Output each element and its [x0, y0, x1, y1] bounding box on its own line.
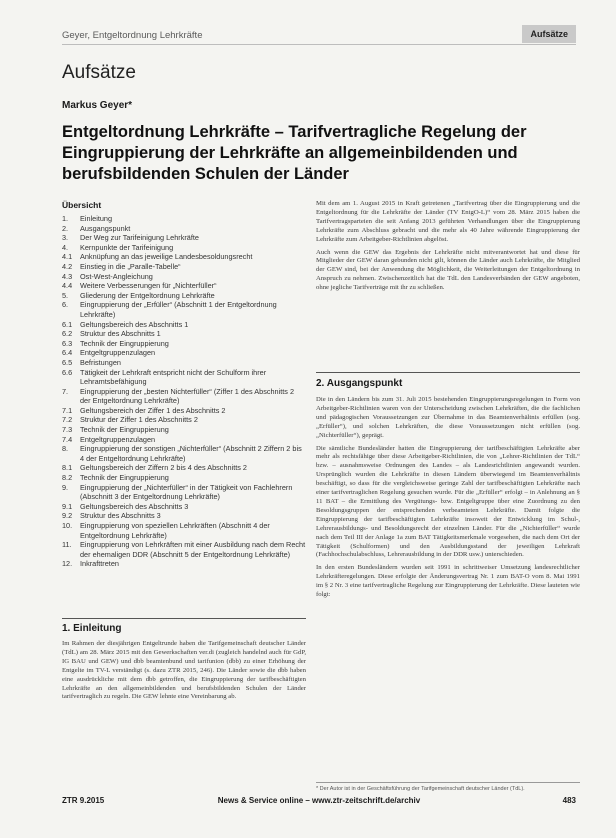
outline-item-text: Ausgangspunkt [80, 223, 131, 233]
outline-item [62, 329, 306, 339]
outline-item [62, 444, 306, 463]
journal-issue: ZTR 9.2015 [62, 796, 105, 805]
outline-item [62, 243, 306, 253]
outline-item-number: 2. [62, 223, 69, 233]
outline-item-number: 4.4 [62, 281, 73, 291]
outline-item-number: 3. [62, 233, 69, 243]
outline-item-text: Geltungsbereich der Ziffer 1 des Abschnitts 2 [80, 405, 226, 415]
outline-item-number: 7.1 [62, 405, 73, 415]
outline-item-text: Anknüpfung an das jeweilige Landesbesoldungsrecht [80, 252, 253, 262]
intro-right-text [316, 200, 580, 297]
outline-item-text: Struktur der Ziffer 1 des Abschnitts 2 [80, 415, 198, 425]
outline-item-number: 1. [62, 214, 69, 223]
outline-item [62, 233, 306, 243]
outline-item-number: 6.5 [62, 357, 73, 367]
outline-item-number: 4.3 [62, 271, 73, 281]
outline-item-text: Befristungen [80, 357, 121, 367]
outline-item-text: Geltungsbereich der Ziffern 2 bis 4 des Abschnitts 2 [80, 463, 247, 473]
outline-item [62, 435, 306, 445]
outline-item [62, 425, 306, 435]
footnote: * Der Autor ist in der Geschäftsführung der Tarifgemeinschaft deutscher Länder (TdL). [316, 782, 580, 793]
outline-item-number: 9.2 [62, 511, 73, 521]
running-header-title: Geyer, Entgeltordnung Lehrkräfte [62, 30, 203, 41]
outline-item-number: 8. [62, 444, 69, 454]
outline-item [62, 415, 306, 425]
outline-item-text: Einstieg in die „Paralle-Tabelle“ [80, 261, 181, 271]
outline-item-number: 6.4 [62, 348, 73, 358]
running-header [62, 28, 576, 45]
outline-item-text: Technik der Eingruppierung [80, 425, 169, 435]
outline-item [62, 502, 306, 512]
outline-item [62, 540, 306, 559]
outline-item-number: 7.4 [62, 434, 73, 444]
outline-item-number: 10. [62, 521, 73, 530]
outline-item-text: Tätigkeit der Lehrkraft entspricht nicht der Schulform ihrer Lehramtsbefähigung [80, 367, 267, 387]
outline-item-number: 6.1 [62, 319, 73, 329]
outline-item-text: Struktur des Abschnitts 1 [80, 329, 161, 339]
outline-item [62, 473, 306, 483]
outline-item-text: Gliederung der Entgeltordnung Lehrkräfte [80, 290, 215, 300]
outline-item-text: Eingruppierung von speziellen Lehrkräften (Abschnitt 4 der Entgeltordnung Lehrkräfte) [80, 521, 270, 540]
outline-item-number: 6.3 [62, 338, 73, 348]
outline-item-text: Ost-West-Angleichung [80, 271, 153, 281]
outline-item [62, 339, 306, 349]
outline-item-text: Struktur des Abschnitts 3 [80, 511, 161, 521]
outline-item-number: 6.6 [62, 367, 73, 377]
outline-item [62, 483, 306, 502]
ausgangspunkt-text [316, 396, 580, 604]
outline-item-text: Technik der Eingruppierung [80, 338, 169, 348]
section-tag: Aufsätze [522, 25, 576, 43]
footer-link-text: News & Service online – www.ztr-zeitschrift.de/archiv [217, 796, 421, 805]
outline-list [62, 214, 306, 569]
outline-item [62, 214, 306, 224]
paragraph: Die in den Ländern bis zum 31. Juli 2015 bestehenden Eingruppierungsregelungen in Form von Arbeitgeber-Richtlinien waren von der Unterscheidung zwischen Lehrkräften, die die fachlichen und pädagogischen Voraussetzungen zur Übernahme in das Beamtenverhältnis erfüllen (sog. „Erfüller“), und solchen Lehrkräften, die diese Voraussetzungen nicht erfüllen (sog. „Nichterfüller“), geprägt. [316, 396, 580, 439]
heading-einleitung: 1. Einleitung [62, 623, 122, 634]
outline-item-number: 11. [62, 540, 72, 550]
outline-item [62, 300, 306, 319]
outline-item-text: Eingruppierung der „Nichterfüller“ in der Tätigkeit von Fachlehrern (Abschnitt 3 der Entgeltordnung Lehrkräfte) [80, 482, 293, 502]
outline-item-text: Inkrafttreten [80, 559, 119, 569]
outline-item-text: Eingruppierung der sonstigen „Nichterfüller“ (Abschnitt 2 Ziffern 2 bis 4 der Entgeltordnung Lehrkräfte) [80, 444, 302, 463]
outline-item-text: Technik der Eingruppierung [80, 473, 169, 483]
outline-item [62, 320, 306, 330]
outline-item-number: 8.1 [62, 463, 73, 473]
page-number: 483 [562, 796, 576, 805]
outline-item-text: Geltungsbereich des Abschnitts 3 [80, 501, 189, 511]
outline-item-number: 9.1 [62, 501, 73, 511]
outline-item-number: 7.3 [62, 425, 73, 435]
outline-item-text: Entgeltgruppenzulagen [80, 348, 156, 358]
outline-item-number: 4.2 [62, 261, 73, 271]
outline-item-number: 5. [62, 290, 69, 300]
outline-item-number: 6.2 [62, 329, 73, 339]
outline-heading: Übersicht [62, 200, 102, 210]
outline-item-text: Einleitung [80, 214, 113, 223]
paragraph: Auch wenn die GEW das Ergebnis der Lehrkräfte nicht mitverantwortet hat und diese für Mitglieder der GEW daran gebunden nicht gilt, können die Länder auch Lehrkräfte, die Mitglied der GEW sind, bei der Anwendung die Möglichkeit, die Weiterleitungen der Entgeltordnung in Anspruch zu nehmen. Zwischenzeitlich hat die TdL den Landesverbänden der GEW angeboten, ohne jegliche Tarifverträge mit ihr zu schließen. [316, 248, 580, 292]
author: Markus Geyer* [62, 100, 133, 111]
outline-item-text: Geltungsbereich des Abschnitts 1 [80, 319, 189, 329]
paragraph: Die sämtliche Bundesländer hatten die Eingruppierung der tarifbeschäftigten Lehrkräfte aber mehr als rechtsfähige über diese Arbeitgeber-Richtlinien, die von „Lehrer-Richtlinien der TdL“ bzw. – ausnahmsweise Ordnungen des Landes – als Landesrichtlinien angewandt wurden. Ursprünglich wurden die Lehrkräfte in diesen Ländern überwiegend im Beamtenverhältnis beschäftigt, so dass für die vergleichsweise geringe Zahl der tarifbeschäftigten Lehrkräfte nach einer tarifvertraglichen Regelung gesuchen wurde. Für die „Erfüller“ erfolgt – in Anlehnung an § 11 BAT – die Ermittlung des Vergütungs- bzw. Entgeltgruppe über eine Zuordnung zu den Besoldungsgruppen der entsprechenden verbeamteten Lehrkräfte. Damit folgte die Eingruppierung der tarifbeschäftigten Lehrkräfte insoweit der Entwicklung im Schul-, Lehrerausbildungs- und Besoldungsrecht der einzelnen Länder. Für die „Nichterfüller“ wurde nach dem Teil III der Anlage 1a zum BAT Tätigkeitsmerkmale vorgesehen, die nach dem Ort der Tätigkeit (Schulformen) und den Ausbildungsstand der jeweiligen Lehrkraft (Fachhochschulabschluss, Lehrerausbildung in der DDR usw.) unterschieden. [316, 444, 580, 559]
outline-item-text: Eingruppierung der „Erfüller“ (Abschnitt 1 der Entgeltordnung Lehrkräfte) [80, 300, 277, 319]
outline-item [62, 406, 306, 416]
outline-item-text: Entgeltgruppenzulagen [80, 434, 156, 444]
outline-item-text: Kernpunkte der Tarifeinigung [80, 242, 174, 252]
paragraph: Mit dem am 1. August 2015 in Kraft getretenen „Tarifvertrag über die Eingruppierung und die Entgeltordnung für die Lehrkräfte der Länder (TV EntgO-L)“ vom 28. März 2015 haben die Tarifvertragsparteien die seit Anfang 2013 geführten Verhandlungen über die Eingruppierung Lehrkräfte zum Abschluss gebracht und die mehr als 40 Jahre währende Eingruppierung der Lehrkräfte zum Arbeitgeber-Richtlinien abgelöst. [316, 200, 580, 243]
heading-ausgangspunkt: 2. Ausgangspunkt [316, 378, 403, 389]
einleitung-text: Im Rahmen der diesjährigen Entgeltrunde haben die Tarifgemeinschaft deutscher Länder (TdL) am 28. März 2015 mit den Gewerkschaften ver.di (zugleich handelnd auch für GdP, IG BAU und GEW) und dbb beamtenbund und tarifunion (dbb) zu einer Erhöhung der Entgelte im TV-L verständigt (s. dazu ZTR 2015, 246). Die Länder sowie die dbb haben eine ausdrückliche mit dem dbb getroffen, die Eingruppierung der tarifbeschäftigten Lehrkräfte an den allgemeinbildenden und berufsbildenden Schulen der Länder tarifvertraglich zu regeln. Die GEW lehnte eine Vereinbarung ab. [62, 640, 306, 701]
outline-item [62, 511, 306, 521]
section-title: Aufsätze [62, 62, 136, 83]
outline-item-text: Weitere Verbesserungen für „Nichterfüller“ [80, 281, 217, 291]
section-rule [62, 618, 306, 619]
outline-item-number: 12. [62, 559, 73, 569]
outline-item [62, 559, 306, 569]
outline-item-number: 6. [62, 300, 69, 310]
outline-item [62, 358, 306, 368]
outline-item-number: 4. [62, 242, 69, 252]
outline-item [62, 348, 306, 358]
outline-item [62, 272, 306, 282]
article-title: Entgeltordnung Lehrkräfte – Tarifvertragliche Regelung der Eingruppierung der Lehrkräfte an allgemeinbildenden und berufsbildenden Schulen der Länder [62, 123, 527, 183]
outline-item-number: 4.1 [62, 252, 73, 262]
outline-item-text: Der Weg zur Tarifeinigung Lehrkräfte [80, 233, 199, 243]
page-footer [62, 796, 576, 808]
outline-item [62, 291, 306, 301]
outline-item [62, 252, 306, 262]
outline-item-text: Eingruppierung von Lehrkräften mit einer Ausbildung nach dem Recht der ehemaligen DDR (Abschnitt 5 der Entgeltordnung Lehrkräfte) [80, 540, 306, 559]
outline-item [62, 262, 306, 272]
outline-item [62, 368, 306, 387]
outline-item-number: 7. [62, 386, 69, 396]
outline-item [62, 463, 306, 473]
outline-item [62, 387, 306, 406]
outline-item-number: 7.2 [62, 415, 73, 425]
outline [62, 200, 306, 569]
outline-item [62, 281, 306, 291]
outline-item-number: 8.2 [62, 473, 73, 483]
section-rule [316, 372, 580, 373]
outline-item-text: Eingruppierung der „besten Nichterfüller“ (Ziffer 1 des Abschnitts 2 der Entgeltordnung Lehrkräfte) [80, 386, 295, 406]
outline-item-number: 9. [62, 482, 69, 492]
paragraph: In den ersten Bundesländern wurden seit 1991 in schrittweiser Umsetzung landesrechtlicher Lehrkräfteregelungen. Diese erfolgte der Änderungsvertrag Nr. 1 zum BAT-O vom 8. Mai 1991 im § 2 Nr. 3 eine tarifvertragliche Regelung zur Eingruppierung der Lehrkräfte. Diese lauteten wie folgt: [316, 564, 580, 599]
outline-item [62, 224, 306, 234]
outline-item [62, 521, 306, 540]
